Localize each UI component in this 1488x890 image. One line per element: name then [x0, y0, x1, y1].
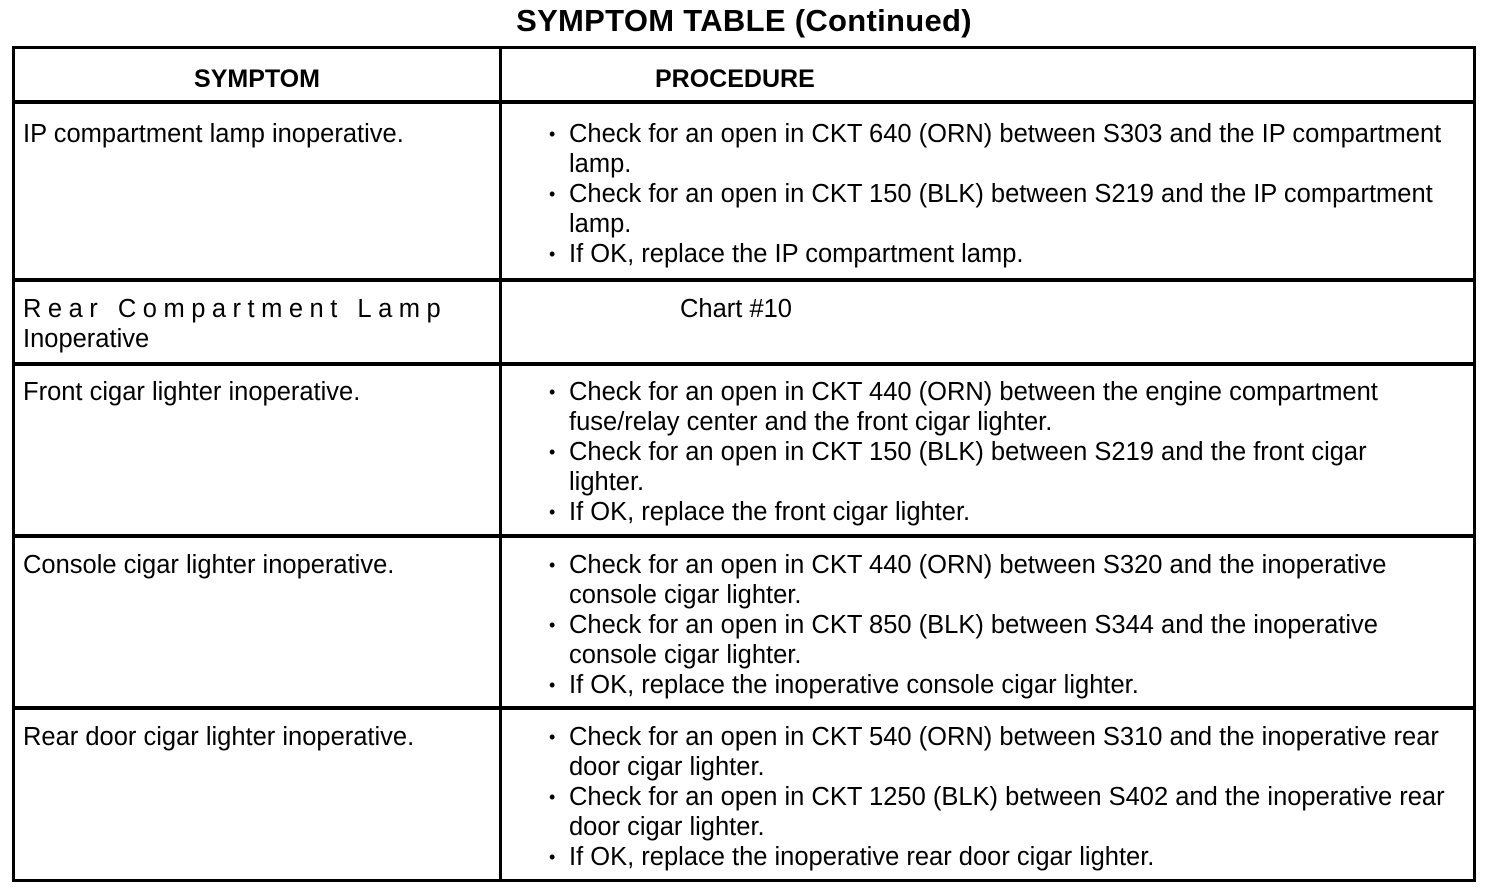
procedure-step: • If OK, replace the front cigar lighter.	[549, 498, 971, 526]
procedure-header: PROCEDURE	[655, 65, 815, 93]
procedure-steps	[545, 550, 1445, 700]
procedure-steps	[545, 377, 1445, 527]
procedure-step: • Check for an open in CKT 540 (ORN) between S310 and the inoperative rear door cigar lighter.	[549, 723, 1439, 781]
procedure-step: • Check for an open in CKT 1250 (BLK) between S402 and the inoperative rear door cigar lighter.	[549, 783, 1445, 841]
row-divider	[15, 278, 1473, 282]
symptom-header: SYMPTOM	[194, 65, 320, 93]
page-title: SYMPTOM TABLE (Continued)	[516, 3, 972, 38]
procedure-cell	[545, 722, 1445, 872]
procedure-step: • If OK, replace the IP compartment lamp.	[549, 240, 1024, 268]
symptom-text: Console cigar lighter inoperative.	[23, 551, 395, 579]
column-divider	[499, 49, 502, 879]
bullet-icon: •	[549, 615, 556, 635]
procedure-steps	[545, 119, 1445, 269]
procedure-step: • Check for an open in CKT 850 (BLK) between S344 and the inoperative console cigar lighter.	[549, 611, 1378, 669]
bullet-icon: •	[549, 727, 556, 747]
bullet-icon: •	[549, 847, 556, 867]
bullet-icon: •	[549, 244, 556, 264]
chart-reference: Chart #10	[680, 295, 792, 323]
procedure-step: • Check for an open in CKT 150 (BLK) between S219 and the front cigar lighter.	[549, 438, 1367, 496]
symptom-cell	[23, 722, 493, 752]
bullet-icon: •	[549, 382, 556, 402]
procedure-step: • Check for an open in CKT 440 (ORN) between the engine compartment fuse/relay center and the front cigar lighter.	[549, 378, 1378, 436]
bullet-icon: •	[549, 442, 556, 462]
symptom-table	[12, 46, 1476, 882]
bullet-icon: •	[549, 184, 556, 204]
procedure-cell	[680, 294, 1080, 324]
procedure-cell	[545, 550, 1445, 700]
bullet-icon: •	[549, 124, 556, 144]
procedure-step: • If OK, replace the inoperative console cigar lighter.	[549, 671, 1139, 699]
symptom-cell	[23, 377, 493, 407]
symptom-text: Rear Compartment Lamp	[23, 295, 448, 323]
procedure-step: • Check for an open in CKT 150 (BLK) between S219 and the IP compartment lamp.	[549, 180, 1433, 238]
symptom-cell	[23, 119, 493, 149]
symptom-text: IP compartment lamp inoperative.	[23, 120, 404, 148]
bullet-icon: •	[549, 555, 556, 575]
procedure-steps	[545, 722, 1445, 872]
row-divider	[15, 534, 1473, 538]
symptom-cell	[23, 550, 493, 580]
symptom-text: Rear door cigar lighter inoperative.	[23, 723, 415, 751]
bullet-icon: •	[549, 675, 556, 695]
row-divider	[15, 362, 1473, 366]
procedure-step: • If OK, replace the inoperative rear door cigar lighter.	[549, 843, 1155, 871]
header-divider	[15, 100, 1473, 104]
row-divider	[15, 706, 1473, 710]
procedure-cell	[545, 377, 1445, 527]
procedure-step: • Check for an open in CKT 440 (ORN) between S320 and the inoperative console cigar lighter.	[549, 551, 1387, 609]
symptom-cell	[23, 294, 493, 354]
procedure-cell	[545, 119, 1445, 269]
procedure-step: • Check for an open in CKT 640 (ORN) between S303 and the IP compartment lamp.	[549, 120, 1442, 178]
symptom-text: Front cigar lighter inoperative.	[23, 378, 361, 406]
symptom-text: Inoperative	[23, 325, 150, 353]
bullet-icon: •	[549, 787, 556, 807]
bullet-icon: •	[549, 502, 556, 522]
